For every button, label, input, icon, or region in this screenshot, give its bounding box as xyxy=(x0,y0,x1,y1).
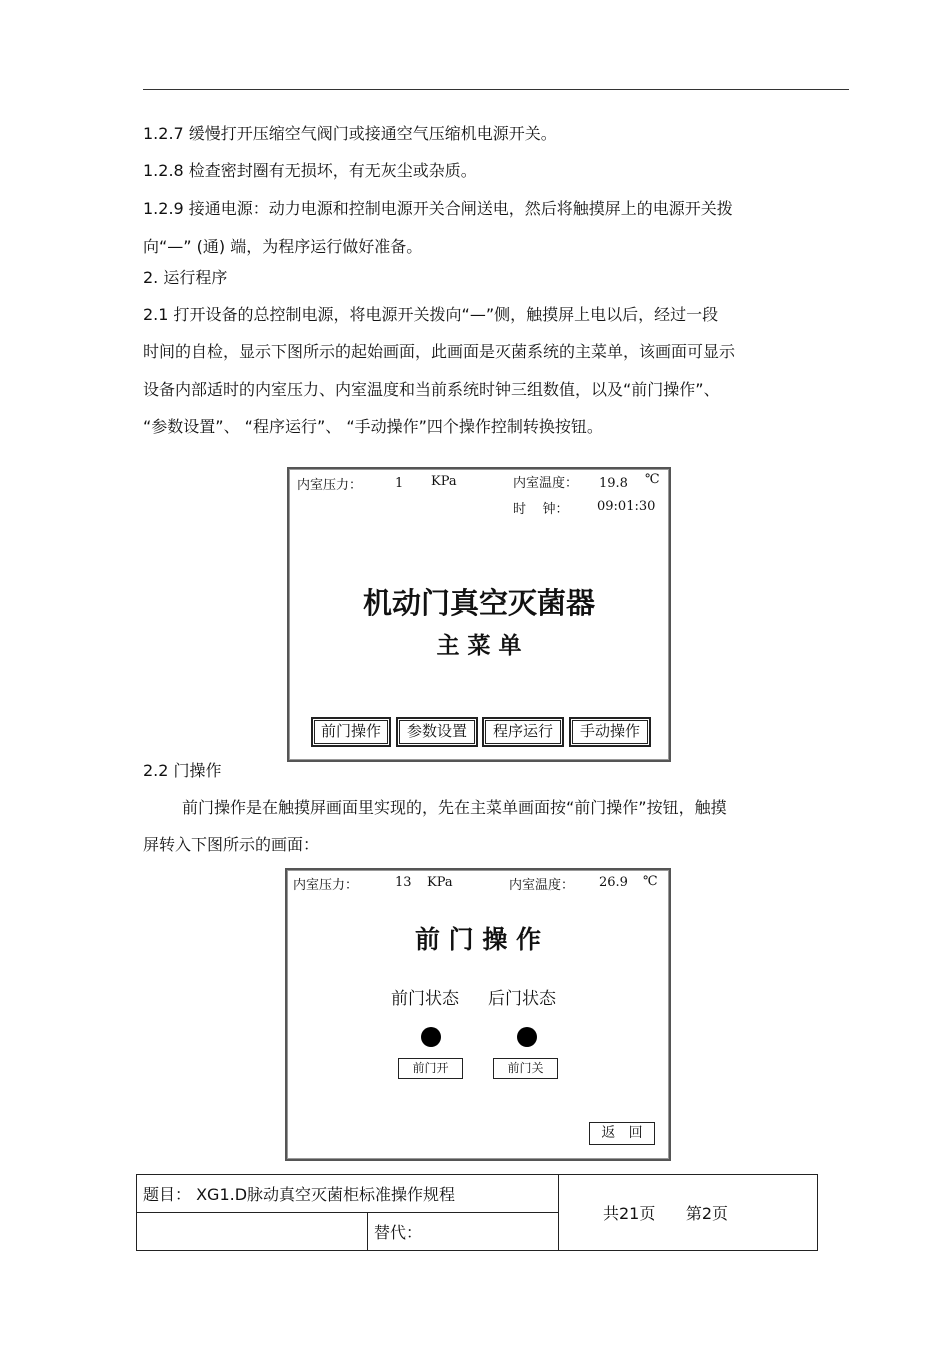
front-door-button[interactable]: 前门操作 xyxy=(311,717,391,747)
rear-door-status-label: 后门状态 xyxy=(488,989,556,1009)
para-1-2-8: 1.2.8 检查密封圈有无损坏，有无灰尘或杂质。 xyxy=(143,161,477,180)
app-title: 机动门真空灭菌器 xyxy=(362,586,595,620)
pressure-unit: KPa xyxy=(427,875,453,890)
clock-value: 09:01:30 xyxy=(597,499,656,514)
temp-value: 19.8 xyxy=(599,476,628,491)
temp-label: 内室温度： xyxy=(509,878,575,893)
front-door-open-button[interactable]: 前门开 xyxy=(398,1058,463,1079)
front-door-status-indicator xyxy=(421,1027,441,1047)
back-button[interactable]: 返 回 xyxy=(589,1122,655,1145)
pressure-value: 1 xyxy=(395,476,404,491)
clock-label: 时 钟： xyxy=(513,502,569,517)
footer-table xyxy=(136,1174,818,1251)
para-2-1-line1: 2.1 打开设备的总控制电源，将电源开关拨向“—”侧，触摸屏上电以后，经过一段 xyxy=(143,305,719,324)
screen-title: 前 门 操 作 xyxy=(414,925,542,954)
program-run-button[interactable]: 程序运行 xyxy=(482,717,564,747)
pressure-value: 13 xyxy=(395,875,412,890)
front-door-close-button[interactable]: 前门关 xyxy=(493,1058,558,1079)
front-door-status-label: 前门状态 xyxy=(391,989,459,1009)
para-2-2-line1: 前门操作是在触摸屏画面里实现的，先在主菜单画面按“前门操作”按钮，触摸 xyxy=(182,798,727,817)
params-button[interactable]: 参数设置 xyxy=(396,717,478,747)
temp-label: 内室温度： xyxy=(513,476,579,491)
header-rule xyxy=(143,89,849,90)
para-1-2-9-line1: 1.2.9 接通电源：动力电源和控制电源开关合闸送电，然后将触摸屏上的电源开关拨 xyxy=(143,199,733,218)
rear-door-status-indicator xyxy=(517,1027,537,1047)
pressure-unit: KPa xyxy=(431,474,457,489)
para-1-2-9-line2: 向“—” (通) 端，为程序运行做好准备。 xyxy=(143,237,423,256)
para-2-1-line4: “参数设置”、 “程序运行”、 “手动操作”四个操作控制转换按钮。 xyxy=(143,417,603,436)
footer-replace: 替代： xyxy=(368,1213,559,1251)
temp-unit: ℃ xyxy=(645,472,660,487)
temp-value: 26.9 xyxy=(599,875,628,890)
footer-empty-cell xyxy=(137,1213,368,1251)
footer-pages: 共21页 第2页 xyxy=(559,1175,818,1251)
temp-unit: ℃ xyxy=(643,874,658,889)
section-2-2-heading: 2.2 门操作 xyxy=(143,761,222,780)
pressure-label: 内室压力： xyxy=(297,478,363,493)
para-2-1-line2: 时间的自检，显示下图所示的起始画面，此画面是灭菌系统的主菜单，该画面可显示 xyxy=(143,342,736,361)
pressure-label: 内室压力： xyxy=(293,878,359,893)
para-2-2-line2: 屏转入下图所示的画面： xyxy=(143,835,320,854)
section-2-heading: 2. 运行程序 xyxy=(143,268,228,287)
para-1-2-7: 1.2.7 缓慢打开压缩空气阀门或接通空气压缩机电源开关。 xyxy=(143,124,557,143)
main-menu-screen xyxy=(287,467,671,762)
para-2-1-line3: 设备内部适时的内室压力、内室温度和当前系统时钟三组数值，以及“前门操作”、 xyxy=(143,380,720,399)
main-menu-subtitle: 主 菜 单 xyxy=(436,632,522,659)
manual-button[interactable]: 手动操作 xyxy=(569,717,651,747)
footer-title: 题目： XG1.D脉动真空灭菌柜标准操作规程 xyxy=(137,1175,559,1213)
front-door-screen xyxy=(285,868,671,1161)
